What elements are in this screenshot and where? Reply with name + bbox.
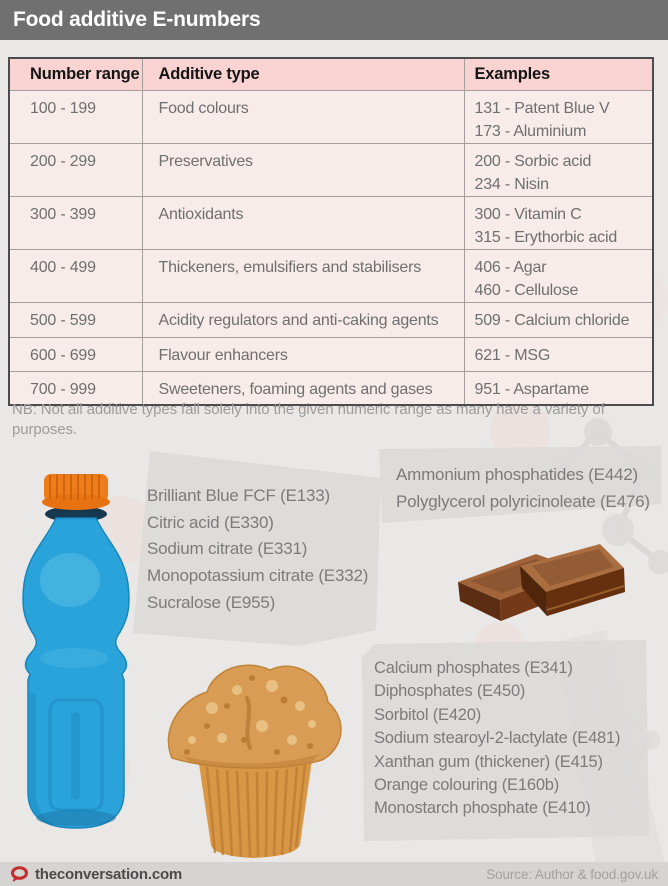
table-row: [9, 302, 653, 337]
chocolate-additive-list: [396, 462, 650, 515]
col-header-examples: Examples: [464, 58, 653, 90]
example-line: 234 - Nisin: [474, 175, 549, 193]
type-cell: Antioxidants: [142, 196, 464, 249]
additive-item: Monopotassium citrate (E332): [147, 566, 369, 586]
examples-cell: [464, 337, 653, 371]
example-line: 460 - Cellulose: [474, 281, 579, 299]
additive-item: Sodium stearoyl-2-lactylate (E481): [374, 729, 621, 748]
examples-cell: [464, 196, 653, 249]
drink-additive-list: [147, 483, 368, 617]
additive-item: Calcium phosphates (E341): [374, 659, 573, 677]
table-row: [9, 90, 653, 143]
additive-item: Ammonium phosphatides (E442): [396, 465, 638, 484]
range-cell: 400 - 499: [9, 249, 142, 302]
additive-item: Diphosphates (E450): [374, 682, 526, 701]
example-line: 406 - Agar: [474, 258, 547, 276]
chocolate-image: [448, 524, 628, 636]
additive-item: Xanthan gum (thickener) (E415): [374, 752, 603, 771]
range-cell: 200 - 299: [9, 143, 142, 196]
speech-bubble-icon: [10, 866, 29, 883]
title-bar: [0, 0, 668, 40]
examples-cell: [464, 143, 653, 196]
range-cell: 500 - 599: [9, 302, 142, 337]
example-line: 131 - Patent Blue V: [474, 99, 610, 117]
e-number-table: [8, 57, 654, 406]
additive-item: Sorbitol (E420): [374, 705, 482, 724]
additive-item: Orange colouring (E160b): [374, 776, 560, 795]
examples-cell: [464, 90, 653, 143]
additive-item: Citric acid (E330): [147, 512, 274, 532]
footer-bar: [0, 862, 668, 886]
example-line: 621 - MSG: [474, 346, 551, 364]
range-cell: 600 - 699: [9, 337, 142, 371]
type-cell: Sweeteners, foaming agents and gases: [142, 371, 464, 405]
additive-item: Sucralose (E955): [147, 592, 276, 612]
table-row: [9, 196, 653, 249]
examples-cell: [464, 249, 653, 302]
site-name: theconversation.com: [35, 865, 183, 883]
additive-item: Brilliant Blue FCF (E133): [147, 486, 331, 505]
muffin-additive-list: [374, 657, 620, 821]
additive-item: Polyglycerol polyricinoleate (E476): [396, 491, 650, 511]
type-cell: Preservatives: [142, 143, 464, 196]
range-cell: 300 - 399: [9, 196, 142, 249]
col-header-additive-type: Additive type: [142, 58, 464, 90]
page-title: Food additive E-numbers: [13, 8, 261, 31]
example-line: 300 - Vitamin C: [474, 205, 582, 223]
type-cell: Food colours: [142, 90, 464, 143]
table-row: [9, 143, 653, 196]
example-line: 951 - Aspartame: [474, 380, 589, 398]
example-line: 509 - Calcium chloride: [474, 311, 630, 329]
range-cell: 100 - 199: [9, 90, 142, 143]
col-header-number-range: Number range: [9, 58, 142, 90]
type-cell: Thickeners, emulsifiers and stabilisers: [142, 249, 464, 302]
type-cell: Acidity regulators and anti-caking agents: [142, 302, 464, 337]
example-line: 200 - Sorbic acid: [474, 152, 592, 170]
table-row: [9, 249, 653, 302]
sports-drink-bottle-image: [10, 462, 142, 840]
muffin-image: [152, 648, 357, 866]
example-line: 315 - Erythorbic acid: [474, 228, 618, 246]
table-header-row: [9, 58, 653, 90]
example-line: 173 - Aluminium: [474, 122, 587, 140]
additive-item: Sodium citrate (E331): [147, 539, 308, 559]
table-row: [9, 337, 653, 371]
nb-note: NB: Not all additive types fall solely into the given numeric range as many have a variety of purposes.: [12, 401, 605, 438]
examples-cell: [464, 302, 653, 337]
additive-item: Monostarch phosphate (E410): [374, 799, 591, 818]
type-cell: Flavour enhancers: [142, 337, 464, 371]
source-credit: Source: Author & food.gov.uk: [486, 866, 658, 882]
range-cell: 700 - 999: [9, 371, 142, 405]
